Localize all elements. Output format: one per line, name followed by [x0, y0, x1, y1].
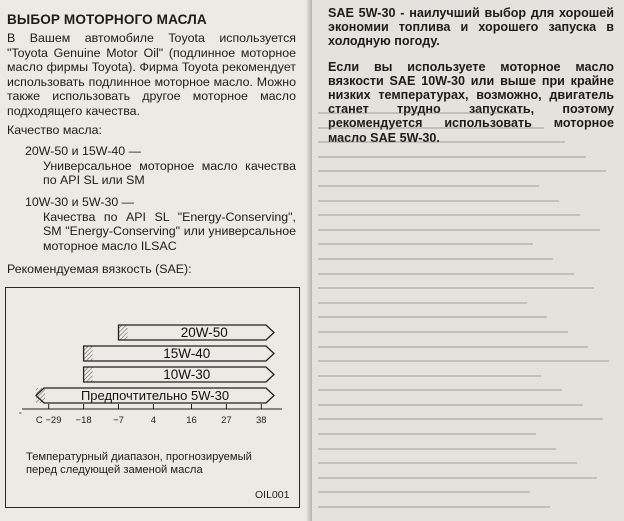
bleed-line: [318, 273, 574, 275]
bleed-line: [318, 491, 530, 493]
bar-hatch: [84, 346, 93, 361]
bleed-line: [318, 477, 597, 479]
degree-mark: °: [19, 412, 22, 419]
bleed-line: [318, 404, 583, 406]
grade-item: [25, 195, 296, 253]
bar-label: Предпочтительно 5W-30: [80, 388, 230, 403]
recommendation-paragraph: SAE 5W-30 - наилучший выбор для хорошей экономии топлива и хорошего запуска в холодную погоду.: [328, 6, 614, 49]
x-tick-label: 4: [150, 415, 157, 426]
bleed-line: [318, 200, 559, 202]
bleed-line: [318, 287, 594, 289]
bar-label: 10W-30: [163, 367, 211, 382]
grade-title: 10W-30 и 5W-30 —: [25, 194, 135, 209]
bar-hatch: [84, 367, 93, 382]
bleed-line: [318, 141, 565, 143]
bar-label: 15W-40: [163, 346, 211, 361]
bleed-line: [318, 112, 524, 114]
bleed-line: [318, 360, 609, 362]
bleed-line: [318, 127, 544, 129]
bleed-line: [318, 418, 603, 420]
bleed-line: [318, 243, 533, 245]
bleed-line: [318, 331, 568, 333]
bar-hatch: [119, 325, 128, 340]
section-heading: ВЫБОР МОТОРНОГО МАСЛА: [7, 12, 207, 27]
bleed-line: [318, 156, 586, 158]
bleed-line: [318, 302, 527, 304]
quality-label: Качество масла:: [7, 122, 102, 137]
grade-description: Качества по API SL "Energy-Conserving", SM "Energy-Conserving" или универсальное моторное масло ILSAC: [43, 209, 296, 253]
grade-description: Универсальное моторное масло качества по API SL или SM: [43, 158, 296, 188]
bleed-line: [318, 185, 539, 187]
bleed-line: [318, 433, 536, 435]
x-tick-label: C −29: [35, 415, 62, 426]
bar-15W-40: [84, 346, 274, 361]
bleed-line: [318, 448, 556, 450]
x-tick-label: 16: [186, 415, 197, 426]
bar-label: 20W-50: [180, 325, 228, 340]
bar-hatch: [36, 388, 45, 403]
grade-title: 20W-50 и 15W-40 —: [25, 144, 141, 159]
bleed-line: [318, 316, 547, 318]
bleed-line: [318, 229, 600, 231]
bleed-line: [318, 214, 580, 216]
bar-20W-50: [119, 325, 274, 340]
cold-start-warning: Если вы используете моторное масло вязкости SAE 10W-30 или выше при крайне низких температурах, возможно, двигатель станет трудно запускать, поэтому рекомендуется использовать моторное масло SAE 5W-30.: [328, 59, 614, 145]
x-tick-label: 27: [221, 415, 232, 426]
bleed-line: [318, 506, 550, 508]
bleed-line: [318, 258, 553, 260]
bleed-line: [318, 375, 541, 377]
bleed-line: [318, 389, 562, 391]
viscosity-label: Рекомендуемая вязкость (SAE):: [7, 262, 192, 277]
bleed-through-text: [318, 112, 612, 513]
bar-10W-30: [84, 367, 274, 382]
intro-paragraph: В Вашем автомобиле Toyota используется "Toyota Genuine Motor Oil" (подлинное моторное масло фирмы Toyota). Фирма Toyota рекомендует использовать подлинное моторное масло. Можно также использовать другое моторное масло подходящего качества.: [7, 31, 296, 118]
grade-item: [25, 144, 296, 188]
bleed-line: [318, 346, 588, 348]
figure-code: OIL001: [255, 489, 290, 501]
chart-caption: Температурный диапазон, прогнозируемый перед следующей заменой масла: [26, 451, 252, 477]
bleed-line: [318, 170, 606, 172]
x-tick-label: 38: [256, 415, 267, 426]
bleed-line: [318, 462, 577, 464]
bar-Предпочтительно-5W-30: [36, 388, 274, 403]
x-tick-label: −7: [113, 415, 124, 426]
x-tick-label: −18: [75, 415, 92, 426]
